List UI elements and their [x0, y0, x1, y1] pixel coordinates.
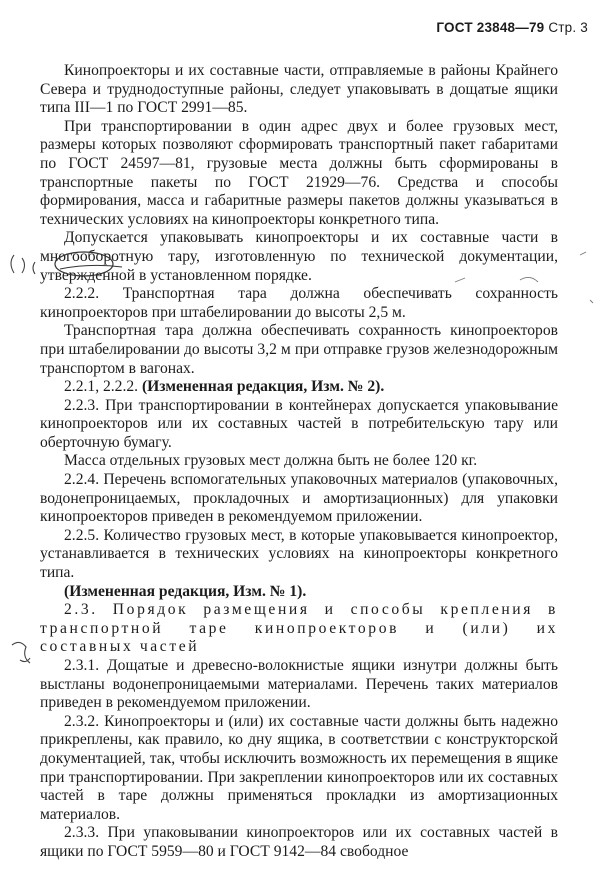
margin-scribble-top — [11, 255, 35, 274]
paragraph-2-2-2: 2.2.2. Транспортная тара должна обеспечивать сохранность кинопроекторов при штабелировании до высоты 2,5 м. — [40, 285, 558, 321]
gost-number: ГОСТ 23848—79 — [436, 20, 545, 35]
paragraph-cargo-mass: Масса отдельных грузовых мест должна быть не более 120 кг. — [64, 452, 478, 470]
amendment-refs: 2.2.1, 2.2.2. — [64, 378, 139, 396]
paragraph-2-2-4: 2.2.4. Перечень вспомогательных упаковочных материалов (упаковочных, водонепроницаемых, прокладочных и амортизационных) для упаковки кинопроекторов приведен в рекомендуемом приложении. — [40, 471, 558, 526]
paragraph-2-2-5: 2.2.5. Количество грузовых мест, в которые упаковывается кинопроектор, устанавливается в технических условиях на кинопроекторы конкретного типа. — [40, 526, 558, 582]
amendment-note-1: (Измененная редакция, Изм. № 1). — [64, 582, 307, 600]
paragraph-2-3-2: 2.3.2. Кинопроекторы и (или) их составные части должны быть надежно прикреплены, как правило, ко дну ящика, в соответствии с конструкторской документацией, так, чтобы исключить возможность их перемещения в ящике при транспортировании. При закреплении кинопроекторов или их составных частей в таре должны применяться прокладки из амортизационных материалов. — [40, 712, 558, 823]
paragraph-2-2-3: 2.2.3. При транспортировании в контейнерах допускается упаковывание кинопроекторов или их составных частей в потребительскую тару или оберточную бумагу. — [40, 396, 558, 451]
paragraph-2-3-3: 2.3.3. При упаковывании кинопроекторов или их составных частей в ящики по ГОСТ 5959—80 и ГОСТ 9142—84 свободное — [40, 824, 558, 860]
page-number: Стр. 3 — [548, 20, 588, 35]
margin-scribble-bottom — [12, 642, 30, 663]
page-header — [436, 20, 588, 35]
paragraph-transport-packets: При транспортировании в один адрес двух и более грузовых мест, размеры которых позволяют сформировать транспортный пакет габаритами по ГОСТ 24597—81, грузовые места должны быть сформированы в транспортные пакеты по ГОСТ 21929—76. Средства и способы формирования, масса и габаритные размеры пакетов должны указываться в технических условиях на кинопроекторы конкретного типа. — [40, 117, 558, 228]
paragraph-railway-stacking: Транспортная тара должна обеспечивать сохранность кинопроекторов при штабелировании до высоты 3,2 м при отправке грузов железнодорожным транспортом в вагонах. — [40, 322, 558, 377]
amendment-note-2 — [40, 378, 558, 397]
paragraph-reusable-container: Допускается упаковывать кинопроекторы и их составные части в многооборотную тару, изготовленную по технической документации, утвержденной в установленном порядке. — [40, 229, 558, 284]
amendment-text-2: (Измененная редакция, Изм. № 2). — [141, 378, 385, 396]
document-body — [40, 62, 558, 862]
section-heading-2-3: 2.3. Порядок размещения и способы крепления в транспортной таре кинопроекторов и (или) их составных частей — [40, 601, 558, 656]
paragraph-north-packing: Кинопроекторы и их составные части, отправляемые в районы Крайнего Севера и труднодоступные районы, следует упаковывать в дощатые ящики типа III—1 по ГОСТ 2991—85. — [40, 62, 558, 117]
paragraph-2-3-1: 2.3.1. Дощатые и древесно-волокнистые ящики изнутри должны быть выстланы водонепроницаемыми материалами. Перечень таких материалов приведен в рекомендуемом приложении. — [40, 657, 558, 712]
